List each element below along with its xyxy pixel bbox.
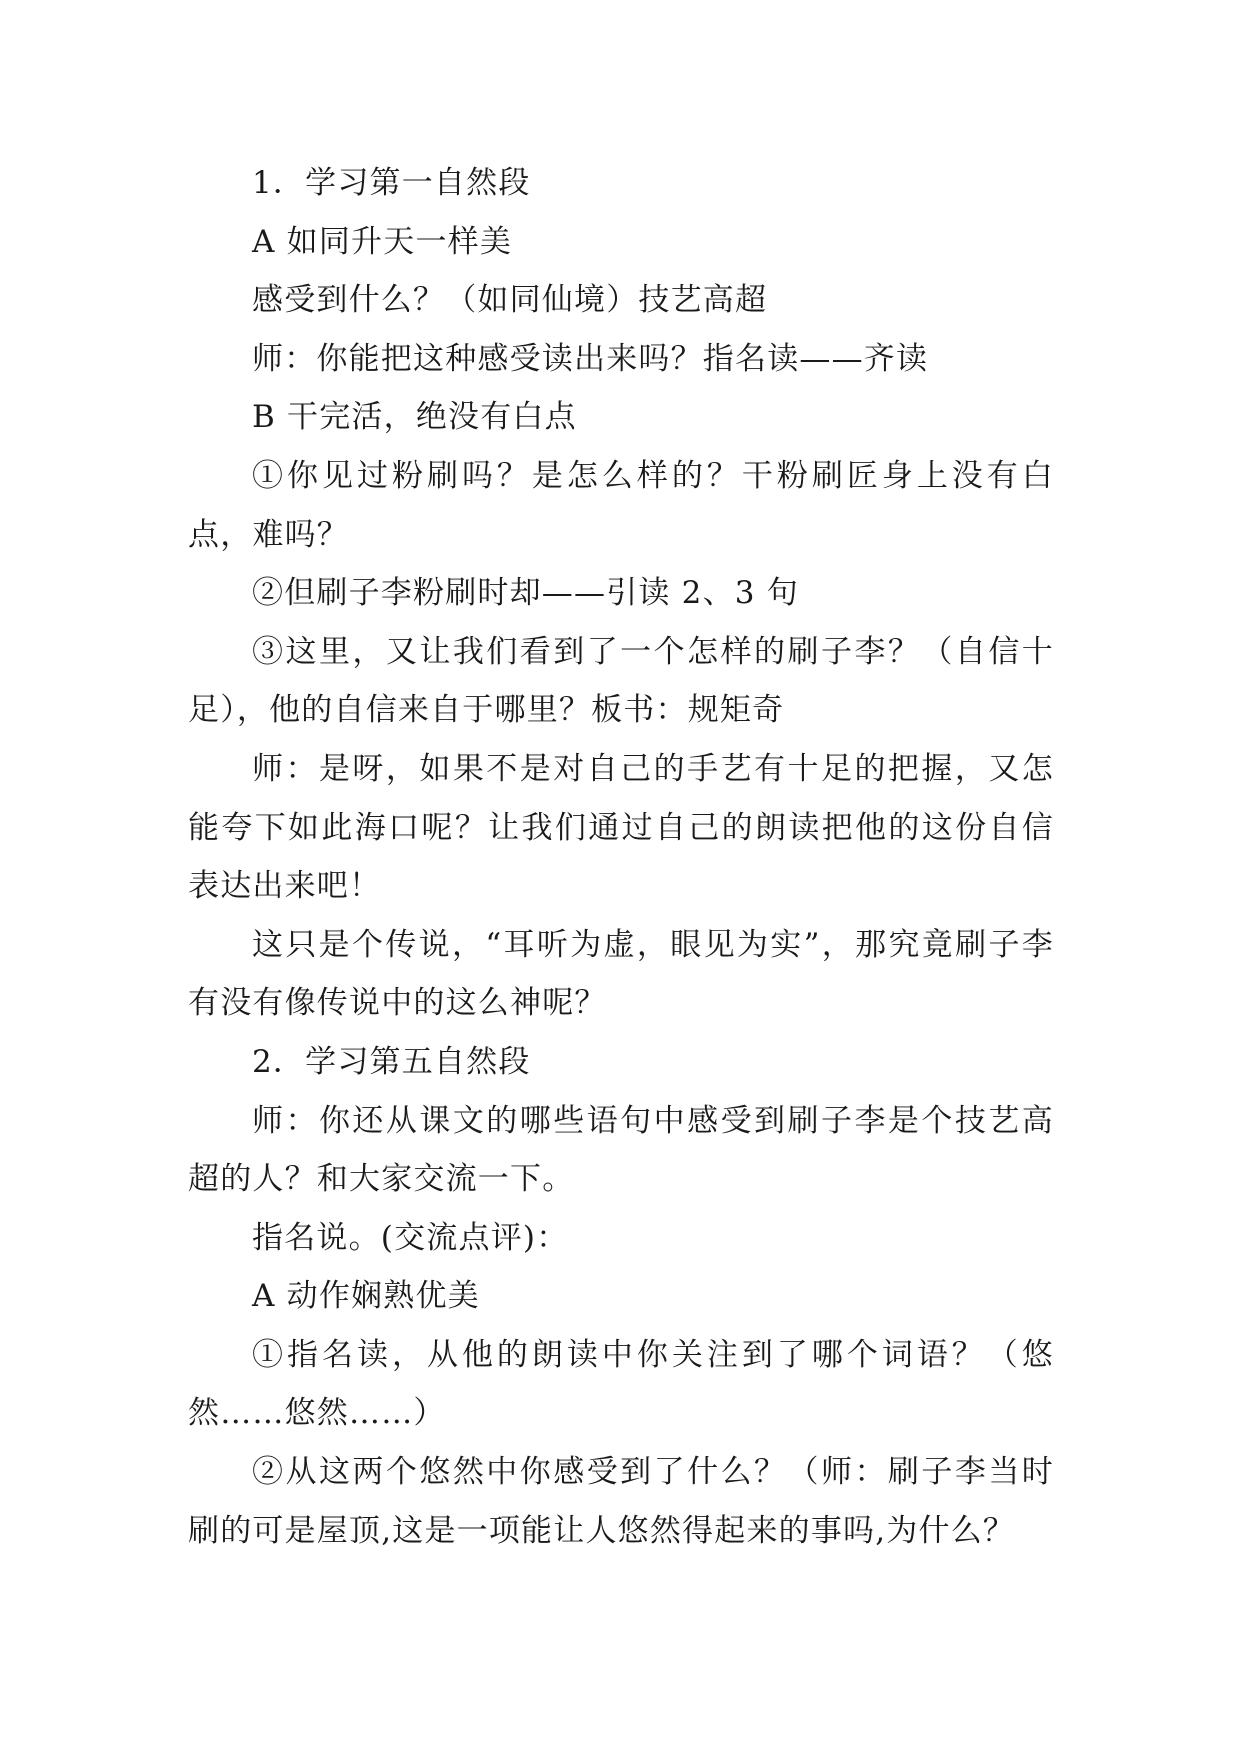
paragraph: 感受到什么？（如同仙境）技艺高超: [252, 282, 768, 319]
paragraph: 师：是呀，如果不是对自己的手艺有十足的把握，又怎能夸下如此海口呢？让我们通过自己的朗读把他的这份自信表达出来吧！: [188, 750, 1054, 905]
paragraph: ①指名读，从他的朗读中你关注到了哪个词语？（悠然……悠然……）: [188, 1336, 1054, 1432]
paragraph: 指名说。(交流点评)：: [252, 1219, 569, 1256]
paragraph: 师：你还从课文的哪些语句中感受到刷子李是个技艺高超的人？和大家交流一下。: [188, 1102, 1054, 1198]
subheading-a: A 如同升天一样美: [252, 223, 513, 260]
paragraph: ③这里，又让我们看到了一个怎样的刷子李？（自信十足），他的自信来自于哪里？板书：规矩奇: [188, 633, 1054, 729]
paragraph: ②从这两个悠然中你感受到了什么？（师：刷子李当时刷的可是屋顶,这是一项能让人悠然得起来的事吗,为什么？: [188, 1454, 1054, 1549]
section-heading-2: 2．学习第五自然段: [252, 1043, 531, 1080]
document-body: [188, 154, 1054, 1560]
paragraph: 这只是个传说，“耳听为虚，眼见为实”，那究竟刷子李有没有像传说中的这么神呢？: [188, 926, 1054, 1022]
subheading-a: A 动作娴熟优美: [252, 1278, 480, 1315]
paragraph: ①你见过粉刷吗？是怎么样的？干粉刷匠身上没有白点，难吗？: [188, 457, 1054, 553]
subheading-b: B 干完活，绝没有白点: [252, 399, 577, 436]
section-heading-1: 1．学习第一自然段: [252, 165, 531, 201]
paragraph: 师：你能把这种感受读出来吗？指名读——齐读: [252, 340, 929, 377]
paragraph: ②但刷子李粉刷时却——引读 2、3 句: [252, 575, 799, 612]
